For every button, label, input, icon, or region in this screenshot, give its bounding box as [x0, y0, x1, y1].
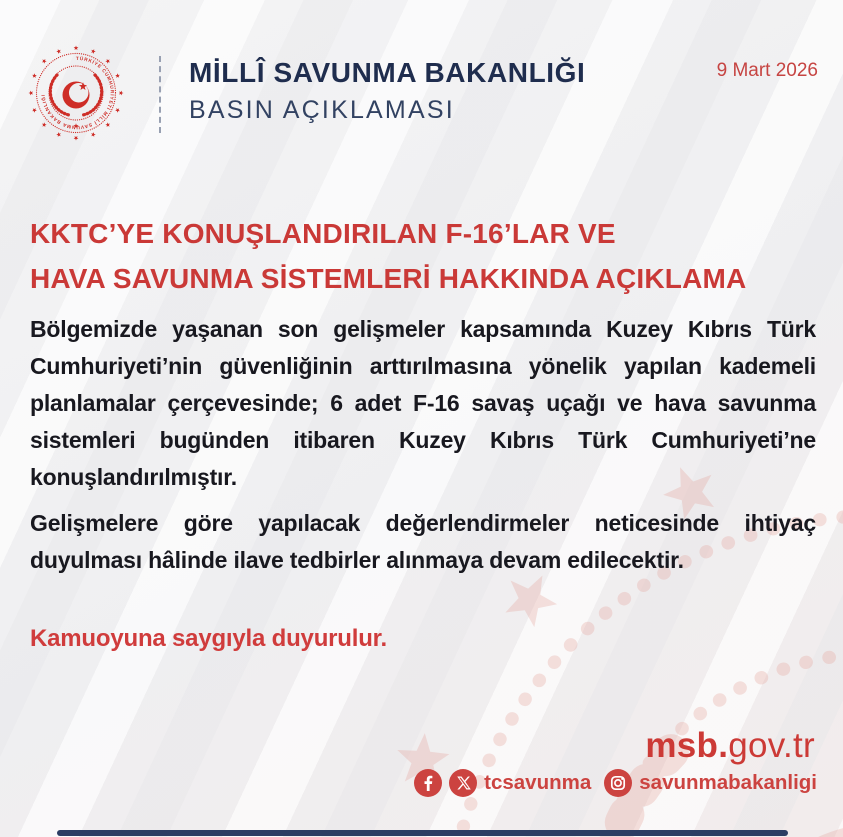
body-paragraph-1: Bölgemizde yaşanan son gelişmeler kapsamında Kuzey Kıbrıs Türk Cumhuriyeti’nin güvenliğinin arttırılmasına yönelik yapılan kademeli planlamalar çerçevesinde; 6 adet F-16 savaş uçağı ve hava savunma sistemleri bugünden itibaren Kuzey Kıbrıs Türk Cumhuriyeti’ne konuşlandırılmıştır.	[30, 316, 816, 490]
ministry-logo	[26, 43, 126, 143]
closing-statement: Kamuoyuna saygıyla duyurulur.	[30, 625, 387, 652]
website-rest-part: gov.tr	[728, 726, 815, 765]
website-link[interactable]	[645, 726, 815, 766]
press-release-label: BASIN AÇIKLAMASI	[189, 96, 455, 124]
title-line-1: KKTC’YE KONUŞLANDIRILAN F-16’LAR VE	[30, 217, 616, 249]
ministry-name: MİLLÎ SAVUNMA BAKANLIĞI	[189, 57, 586, 88]
header-divider	[159, 56, 161, 133]
body-paragraph-2: Gelişmelere göre yapılacak değerlendirmeler neticesinde ihtiyaç duyulması hâlinde ilave tedbirler alınmaya devam edilecektir.	[30, 510, 816, 573]
title-line-2: HAVA SAVUNMA SİSTEMLERİ HAKKINDA AÇIKLAMA	[30, 262, 747, 294]
instagram-handle[interactable]: savunmabakanligi	[639, 771, 817, 794]
x-icon[interactable]	[449, 769, 477, 797]
x-handle[interactable]: tcsavunma	[484, 771, 592, 794]
website-bold-part: msb.	[645, 726, 729, 765]
header-titles	[189, 57, 585, 125]
announcement-body	[30, 311, 816, 666]
instagram-icon[interactable]	[604, 769, 632, 797]
footer-accent-bar	[57, 830, 788, 836]
announcement-title	[30, 211, 815, 301]
facebook-icon[interactable]	[414, 769, 442, 797]
social-media-row	[414, 769, 823, 797]
release-date: 9 Mart 2026	[716, 60, 818, 81]
